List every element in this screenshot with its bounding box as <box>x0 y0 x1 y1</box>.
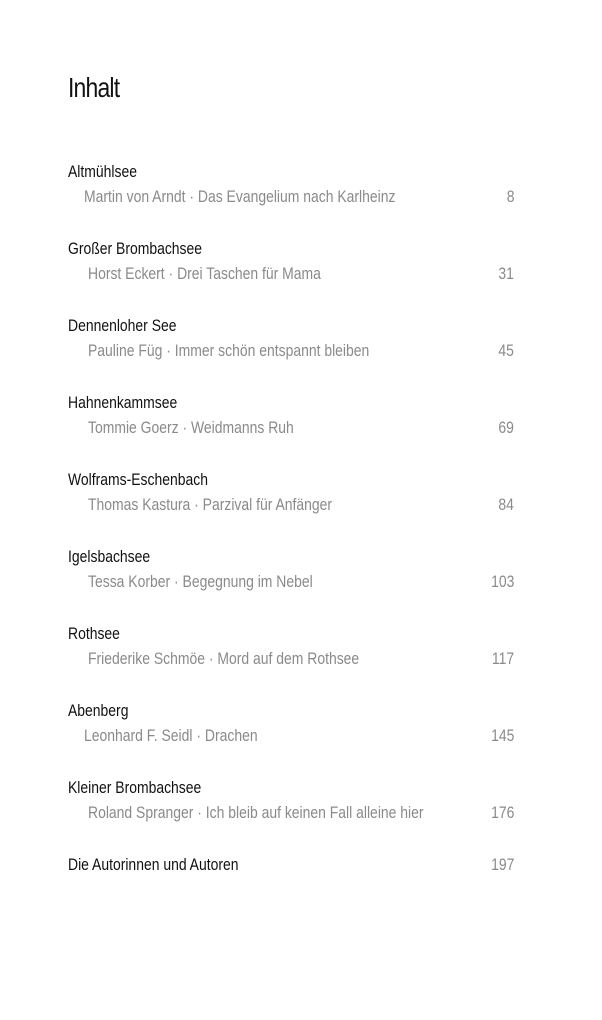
toc-page-number: 145 <box>490 726 514 745</box>
toc-page-number: 31 <box>498 264 514 283</box>
toc-story: Roland Spranger · Ich bleib auf keinen Fall alleine hier <box>88 803 424 822</box>
page-title: Inhalt <box>68 72 120 103</box>
toc-place: Abenberg <box>68 701 129 720</box>
toc-place: Rothsee <box>68 624 120 643</box>
toc-appendix-label: Die Autorinnen und Autoren <box>68 855 239 874</box>
toc-place: Kleiner Brombachsee <box>68 778 202 797</box>
toc-page-number: 8 <box>506 187 514 206</box>
toc-page-number: 176 <box>490 803 514 822</box>
toc-page-number: 117 <box>491 649 514 668</box>
toc-story: Thomas Kastura · Parzival für Anfänger <box>88 495 333 514</box>
toc-place: Igelsbachsee <box>68 547 151 566</box>
toc-place: Wolframs-Eschenbach <box>68 470 208 489</box>
toc-page-number: 197 <box>490 855 514 874</box>
toc-story: Leonhard F. Seidl · Drachen <box>84 726 258 745</box>
toc-story: Tessa Korber · Begegnung im Nebel <box>88 572 313 591</box>
toc-page-number: 45 <box>498 341 514 360</box>
toc-story: Martin von Arndt · Das Evangelium nach Karlheinz <box>84 187 396 206</box>
toc-place: Hahnenkammsee <box>68 393 178 412</box>
toc-story: Tommie Goerz · Weidmanns Ruh <box>88 418 294 437</box>
toc-page-number: 84 <box>498 495 514 514</box>
toc-story: Friederike Schmöe · Mord auf dem Rothsee <box>88 649 360 668</box>
toc-page-number: 103 <box>490 572 514 591</box>
toc-story: Pauline Füg · Immer schön entspannt bleiben <box>88 341 370 360</box>
toc-story: Horst Eckert · Drei Taschen für Mama <box>88 264 321 283</box>
toc-page-number: 69 <box>498 418 514 437</box>
toc-place: Dennenloher See <box>68 316 177 335</box>
toc-place: Altmühlsee <box>68 162 137 181</box>
toc-place: Großer Brombachsee <box>68 239 203 258</box>
